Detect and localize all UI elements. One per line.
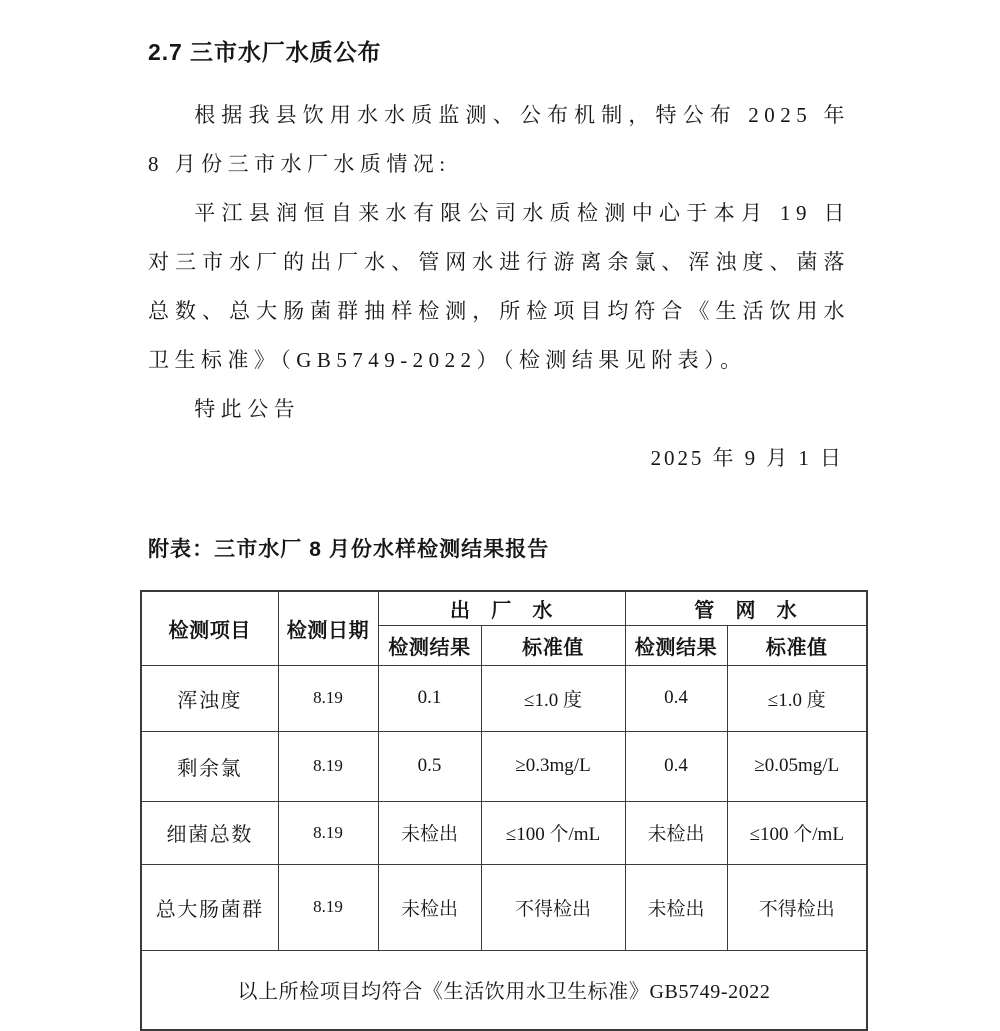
cell-pipe-standard: ≥0.05mg/L [727,731,867,801]
cell-pipe-standard: ≤100 个/mL [727,801,867,864]
paragraph-announcement-basis: 根据我县饮用水水质监测、公布机制，特公布 2025 年 8 月份三市水厂水质情况: [148,103,850,176]
document-content [140,34,866,1031]
cell-factory-standard: 不得检出 [481,864,625,950]
header-item: 检测项目 [141,591,278,665]
cell-factory-result: 未检出 [378,864,481,950]
paragraph-test-details: 平江县润恒自来水有限公司水质检测中心于本月 19 日对三市水厂的出厂水、管网水进行游离余氯、浑浊度、菌落总数、总大肠菌群抽样检测，所检项目均符合《生活饮用水卫生标准》（GB5749-2022）（检测结果见附表）。 [148,201,850,372]
section-title: 2.7 三市水厂水质公布 [148,39,382,65]
cell-pipe-standard: ≤1.0 度 [727,665,867,731]
cell-date: 8.19 [278,864,378,950]
header-pipe-result: 检测结果 [625,625,727,665]
table-row [141,665,867,731]
cell-pipe-result: 0.4 [625,665,727,731]
cell-factory-result: 0.5 [378,731,481,801]
table-header-row-1 [141,591,867,625]
cell-item: 总大肠菌群 [141,864,278,950]
header-factory-standard: 标准值 [481,625,625,665]
cell-pipe-standard: 不得检出 [727,864,867,950]
cell-item: 浑浊度 [141,665,278,731]
cell-factory-standard: ≤1.0 度 [481,665,625,731]
paragraph-closing: 特此公告 [194,397,301,421]
header-pipe-standard: 标准值 [727,625,867,665]
cell-factory-result: 0.1 [378,665,481,731]
table-row [141,801,867,864]
cell-item: 剩余氯 [141,731,278,801]
cell-item: 细菌总数 [141,801,278,864]
table-row [141,731,867,801]
cell-date: 8.19 [278,801,378,864]
cell-factory-standard: ≤100 个/mL [481,801,625,864]
cell-date: 8.19 [278,731,378,801]
header-date: 检测日期 [278,591,378,665]
cell-pipe-result: 0.4 [625,731,727,801]
header-factory-water: 出 厂 水 [378,591,625,625]
cell-factory-result: 未检出 [378,801,481,864]
table-title: 附表：三市水厂 8 月份水样检测结果报告 [148,538,550,561]
water-quality-table [140,590,868,1031]
cell-pipe-result: 未检出 [625,801,727,864]
cell-factory-standard: ≥0.3mg/L [481,731,625,801]
cell-pipe-result: 未检出 [625,864,727,950]
cell-date: 8.19 [278,665,378,731]
table-row [141,864,867,950]
header-factory-result: 检测结果 [378,625,481,665]
table-footer-row [141,950,867,1030]
header-pipe-water: 管 网 水 [625,591,867,625]
table-footer-note: 以上所检项目均符合《生活饮用水卫生标准》GB5749-2022 [141,950,867,1030]
date-line: 2025 年 9 月 1 日 [650,446,844,470]
